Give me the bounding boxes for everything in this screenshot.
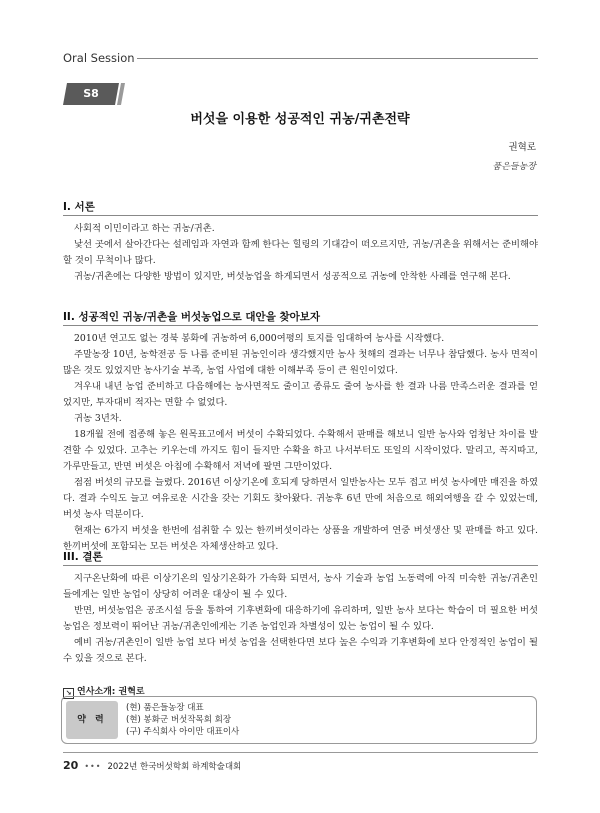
speaker-bio-box [61,696,537,744]
paragraph: 낯선 곳에서 살아간다는 설레임과 자연과 함께 한다는 힐링의 기대감이 떠오르지만, 귀농/귀촌을 위해서는 준비해야할 것이 무척이나 많다. [63,239,538,266]
paragraph: 반면, 버섯농업은 공조시설 등을 통하여 기후변화에 대응하기에 유리하며, 일반 농사 보다는 학습이 더 필요한 버섯농업은 정보력이 뛰어난 귀농/귀촌인에게는 기존 농업인과 차별성이 있는 농업이 될 수 있다. [63,605,538,632]
footer-rule [63,752,538,753]
section-heading: I. 서론 [63,199,538,216]
speaker-intro-text: 연사소개: 권혁로 [77,687,145,697]
session-tag-label: S8 [83,87,99,100]
section-heading: III. 결론 [63,549,538,566]
paragraph: 예비 귀농/귀촌인이 일반 농업 보다 버섯 농업을 선택한다면 보다 높은 수익과 기후변화에 보다 안정적인 농업이 될 수 있을 것으로 본다. [63,637,538,664]
bio-list [126,702,239,738]
header-label: Oral Session [63,51,135,65]
paragraph: 현재는 6가지 버섯을 한번에 섭취할 수 있는 한끼버섯이라는 상품을 개발하여 연중 버섯생산 및 판매를 하고 있다. 한끼버섯에 포함되는 모든 버섯은 자체생산하고 있다. [63,525,538,552]
section-body [63,331,538,555]
author-name: 권혁로 [508,142,536,153]
page-number: 20 [63,759,79,772]
paragraph: 귀농 3년차. [74,413,122,424]
paragraph: 사회적 이민이라고 하는 귀농/귀촌. [74,223,215,234]
paragraph: 점점 버섯의 규모를 늘렸다. 2016년 이상기온에 호되게 당하면서 일반농사는 모두 접고 버섯 농사에만 매진을 하였다. 결과 수익도 늘고 여유로운 시간을 갖는 기회도 찾아왔다. 귀농후 6년 만에 처음으로 해외여행을 갈 수 있었는데, 버섯 농사 덕분이다. [63,477,538,520]
paragraph: 겨우내 내년 농업 준비하고 다음해에는 농사면적도 줄이고 종류도 줄여 농사를 한 결과 나름 만족스러운 결과를 얻었지만, 투자대비 적자는 면할 수 없었다. [63,381,538,408]
bio-item: (현) 봉화군 버섯작목회 회장 [126,715,232,725]
bio-item: (구) 주식회사 아이만 대표이사 [126,727,240,737]
paper-title: 버섯을 이용한 성공적인 귀농/귀촌전략 [190,112,410,127]
section-alternative [63,309,538,555]
section-introduction [63,199,538,285]
bio-label: 약 력 [66,701,118,739]
section-conclusion [63,549,538,667]
paragraph: 지구온난화에 따른 이상기온의 일상기온화가 가속화 되면서, 농사 기술과 농업 노동력에 아직 미숙한 귀농/귀촌인 들에게는 일반 농업이 상당히 어려운 대상이 될 수 있다. [63,573,538,600]
footer-dots: ••• [84,762,102,771]
author-affiliation: 품은들농장 [492,162,536,172]
paragraph: 18개월 전에 접종해 놓은 원목표고에서 버섯이 수확되었다. 수확해서 판매를 해보니 일반 농사와 엄청난 차이를 발견할 수 있었다. 고추는 키우는데 까지도 힘이 들지만 수확을 하고 나서부터도 또일의 시작이었다. 말리고, 꼭지따고, 가루만들고, 반면 버섯은 아침에 수확해서 저녁에 팔면 그만이었다. [63,429,538,472]
paragraph: 2010년 연고도 없는 경북 봉화에 귀농하여 6,000여평의 토지를 임대하여 농사를 시작했다. [74,333,445,344]
session-tag [63,83,125,105]
section-body [63,221,538,285]
section-body [63,571,538,667]
section-heading: II. 성공적인 귀농/귀촌을 버섯농업으로 대안을 찾아보자 [63,309,538,326]
bio-item: (현) 품은들농장 대표 [126,703,204,713]
header-rule [137,58,538,59]
paragraph: 주말농장 10년, 농학전공 등 나름 준비된 귀농인이라 생각했지만 농사 첫해의 결과는 너무나 참담했다. 농사 면적이 많은 것도 있었지만 농사기술 부족, 농업 사업에 대한 이해부족 등이 큰 원인이었다. [63,349,538,376]
paragraph: 귀농/귀촌에는 다양한 방법이 있지만, 버섯농업을 하게되면서 성공적으로 귀농에 안착한 사례를 연구해 본다. [74,271,511,282]
conference-name: 2022년 한국버섯학회 하계학술대회 [107,762,242,772]
footer [63,759,241,772]
corner-arrow-icon: ↘ [63,688,74,699]
